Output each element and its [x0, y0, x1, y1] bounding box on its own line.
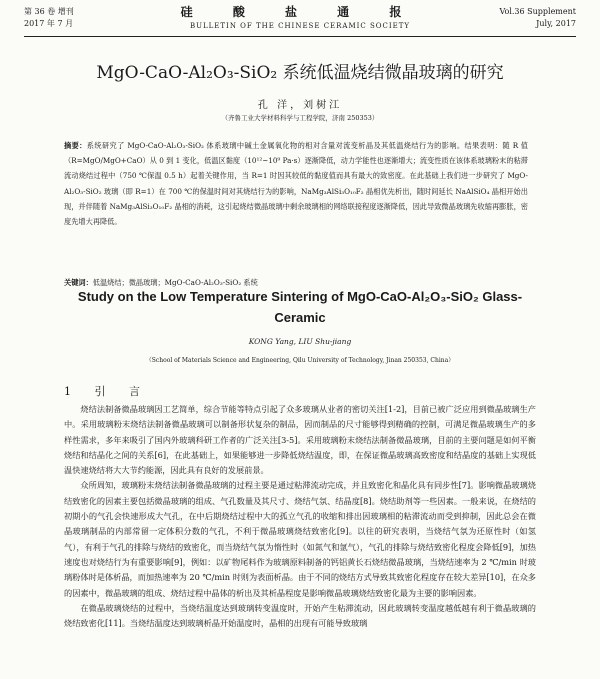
authors: 孔 洋，刘树江: [257, 100, 343, 111]
volume-issue: 第 36 卷 增刊: [24, 7, 74, 16]
journal-name-cn: 硅 酸 盐 通 报: [180, 5, 420, 19]
keywords-text: 低温烧结；微晶玻璃；MgO-CaO-Al₂O₃-SiO₂ 系统: [92, 278, 258, 287]
header-rule: [24, 36, 576, 37]
english-authors: KONG Yang, LIU Shu-jiang: [248, 337, 352, 346]
english-title: Study on the Low Temperature Sintering of MgO-CaO-Al₂O₃-SiO₂ Glass-Ceramic: [77, 289, 523, 325]
running-header: [24, 4, 576, 38]
volume-en: Vol.36 Supplement: [499, 7, 576, 16]
header-center: [24, 4, 576, 32]
section-heading: 1 引 言: [64, 385, 150, 398]
paragraph: 在微晶玻璃烧结的过程中，当烧结温度达到玻璃转变温度时，开始产生粘滞流动，因此玻璃转变温度越低越有利于微晶玻璃的烧结致密化[11]。当烧结温度达到玻璃析晶开始温度时，晶相的出现有可能导致玻璃: [64, 602, 536, 629]
journal-name-en: BULLETIN OF THE CHINESE CERAMIC SOCIETY: [189, 22, 411, 30]
date-en: July, 2017: [536, 19, 576, 28]
paper-title: MgO-CaO-Al₂O₃-SiO₂ 系统低温烧结微晶玻璃的研究: [96, 63, 504, 83]
affiliation: （齐鲁工业大学材料科学与工程学院，济南 250353）: [221, 114, 379, 122]
publication-date: 2017 年 7 月: [24, 19, 74, 28]
abstract-label: 摘要：: [64, 141, 87, 150]
body-text: [64, 402, 536, 631]
abstract: [64, 138, 528, 229]
header-right: [499, 6, 576, 30]
keywords-label: 关键词：: [64, 278, 93, 287]
paragraph: 烧结法制备微晶玻璃因工艺简单，综合节能等特点引起了众多玻璃从业者的密切关注[1-2]，目前已被广泛应用到微晶玻璃生产中。采用玻璃粉末烧结法制备微晶玻璃可以制备形状复杂的制品，因而制品的尺寸能够得到精确的控制，可满足微晶玻璃生产的多样性需求，多年来吸引了国内外玻璃科研工作者的广泛关注[3-5]。采用玻璃粉末烧结法制备微晶玻璃，目前的主要问题是如何平衡烧结和结晶化之间的关系[6]，在此基础上，如果能够进一步降低烧结温度，即，在保证微晶玻璃高致密度和结晶度的基础上实现低温快速烧结将大大节约能源，因此具有良好的发展前景。: [64, 404, 536, 476]
abstract-text: 系统研究了 MgO-CaO-Al₂O₃-SiO₂ 体系玻璃中碱土金属氧化物的相对含量对流变析晶及其低温烧结行为的影响。结果表明：随 R 值（R=MgO/MgO+CaO）从 0 到 1 变化，低温区黏度（10¹²~10⁹ Pa·s）逐渐降低，动力学能性也逐渐增大；流变性质在该体系玻璃粉末的粘滞流动烧结过程中（750 ℃保温 0.5 h）起着关键作用，当 R=1 时因其较低的黏度值而具有最大的致密度。在此基础上我们进一步研究了 MgO-Al₂O₃-SiO₂ 玻璃（即 R=1）在 700 ℃的保温时间对其烧结行为的影响，NaMg₃AlSi₃O₁₀F₂ 晶相优先析出，随时间延长 NaAlSiO₄ 晶相开始出现，并伴随着 NaMg₃AlSi₃O₁₀F₂ 晶相的消耗，这引起烧结微晶玻璃中剩余玻璃相的网络联接程度逐渐降低，因此导致微晶玻璃先收缩再膨胀，密度先增大再降低。: [64, 141, 528, 227]
english-affiliation: （School of Materials Science and Engineering, Qilu University of Technology, Jinan 250353, China）: [145, 357, 455, 364]
paragraph: 众所周知，玻璃粉末烧结法制备微晶玻璃的过程主要是通过粘滞流动完成，并且致密化和晶化具有同步性[7]。影响微晶玻璃烧结致密化的因素主要包括微晶玻璃的组成、气孔数量及其尺寸、烧结气氛、结晶度[8]。烧结助剂等一些因素。一般来说，在烧结的初期小的气孔会快速形成大气孔，在中后期烧结过程中大的孤立气孔的收缩和排出因玻璃相的粘滞流动而受到抑制，因此总会在微晶玻璃制品的内部常留一定体积分数的气孔，不利于微晶玻璃烧结致密化[9]。以往的研究表明，当烧结气氛为还原性时（如氢气），有利于气孔的排除与烧结的致密化，而当烧结气氛为惰性时（如氮气和氩气），气孔的排除与烧结致密化程度会降低[9]，加热速度也对烧结行为有重要影响[9]，例如：以矿物尾料作为玻璃原料制备的钙铝黄长石烧结微晶玻璃，当烧结速率为 2 ℃/min 时玻璃粉体时是体析晶，而加热速率为 20 ℃/min 时则为表面析晶。由于不同的烧结方式导致其致密化程度存在较大差异[10]，在众多的因素中，微晶玻璃的组成、烧结过程中晶体的析出及其析晶程度是影响微晶玻璃烧结致密化最为主要的影响因素。: [64, 480, 536, 598]
